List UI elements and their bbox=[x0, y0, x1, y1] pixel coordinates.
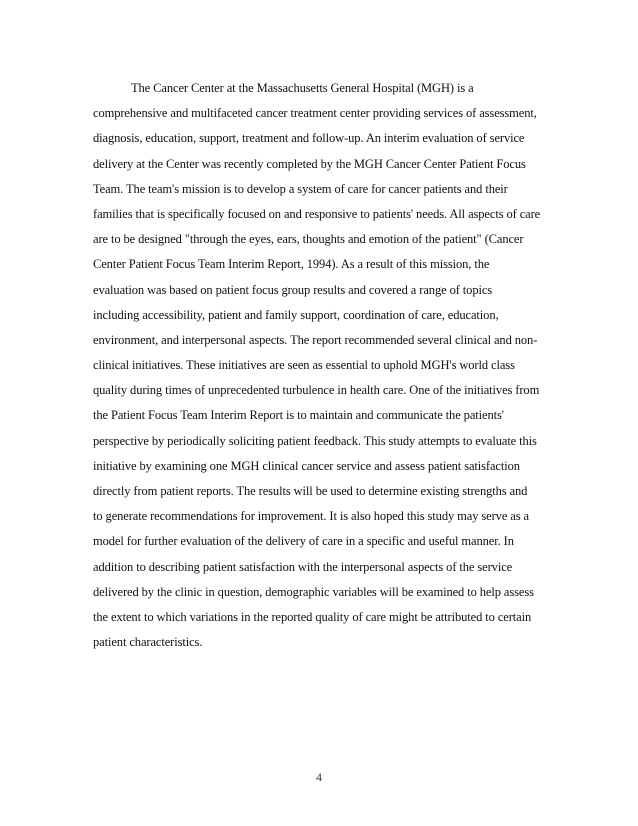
paragraph-line: evaluation was based on patient focus group results and covered a range of topics bbox=[93, 282, 493, 297]
paragraph-line: clinical initiatives. These initiatives are seen as essential to uphold MGH's world class bbox=[93, 358, 515, 373]
page-number: 4 bbox=[316, 770, 322, 784]
paragraph-line: model for further evaluation of the delivery of care in a specific and useful manner. In bbox=[93, 534, 514, 549]
paragraph-line: The Cancer Center at the Massachusetts General Hospital (MGH) is a bbox=[131, 81, 474, 95]
paragraph-line: the Patient Focus Team Interim Report is to maintain and communicate the patients' bbox=[93, 408, 504, 423]
paragraph-line: directly from patient reports. The results will be used to determine existing strengths and bbox=[93, 484, 528, 498]
paragraph-line: diagnosis, education, support, treatment and follow-up. An interim evaluation of service bbox=[93, 131, 525, 146]
paragraph-line: to generate recommendations for improvement. It is also hoped this study may serve as a bbox=[93, 509, 529, 524]
paragraph-line: quality during times of unprecedented turbulence in health care. One of the initiatives from bbox=[93, 383, 540, 398]
paragraph-line: comprehensive and multifaceted cancer treatment center providing services of assessment, bbox=[93, 106, 537, 121]
paragraph-line: delivery at the Center was recently completed by the MGH Cancer Center Patient Focus bbox=[93, 156, 526, 171]
paragraph-line: Team. The team's mission is to develop a system of care for cancer patients and their bbox=[93, 181, 508, 196]
paragraph-line: delivered by the clinic in question, demographic variables will be examined to help assess bbox=[93, 584, 534, 599]
body-paragraph bbox=[93, 76, 553, 655]
paragraph-line: perspective by periodically soliciting patient feedback. This study attempts to evaluate this bbox=[93, 433, 537, 448]
paragraph-line: including accessibility, patient and family support, coordination of care, education, bbox=[93, 307, 499, 322]
paragraph-line: Center Patient Focus Team Interim Report, 1994). As a result of this mission, the bbox=[93, 257, 490, 272]
paragraph-line: families that is specifically focused on and responsive to patients' needs. All aspects of care bbox=[93, 206, 541, 221]
paragraph-line: are to be designed "through the eyes, ears, thoughts and emotion of the patient" (Cancer bbox=[93, 232, 524, 247]
paragraph-line: patient characteristics. bbox=[93, 635, 203, 650]
paragraph-line: the extent to which variations in the reported quality of care might be attributed to certain bbox=[93, 609, 532, 624]
paragraph-line: environment, and interpersonal aspects. The report recommended several clinical and non- bbox=[93, 332, 538, 347]
paragraph-line: initiative by examining one MGH clinical cancer service and assess patient satisfaction bbox=[93, 458, 520, 473]
paragraph-line: addition to describing patient satisfaction with the interpersonal aspects of the service bbox=[93, 559, 513, 574]
